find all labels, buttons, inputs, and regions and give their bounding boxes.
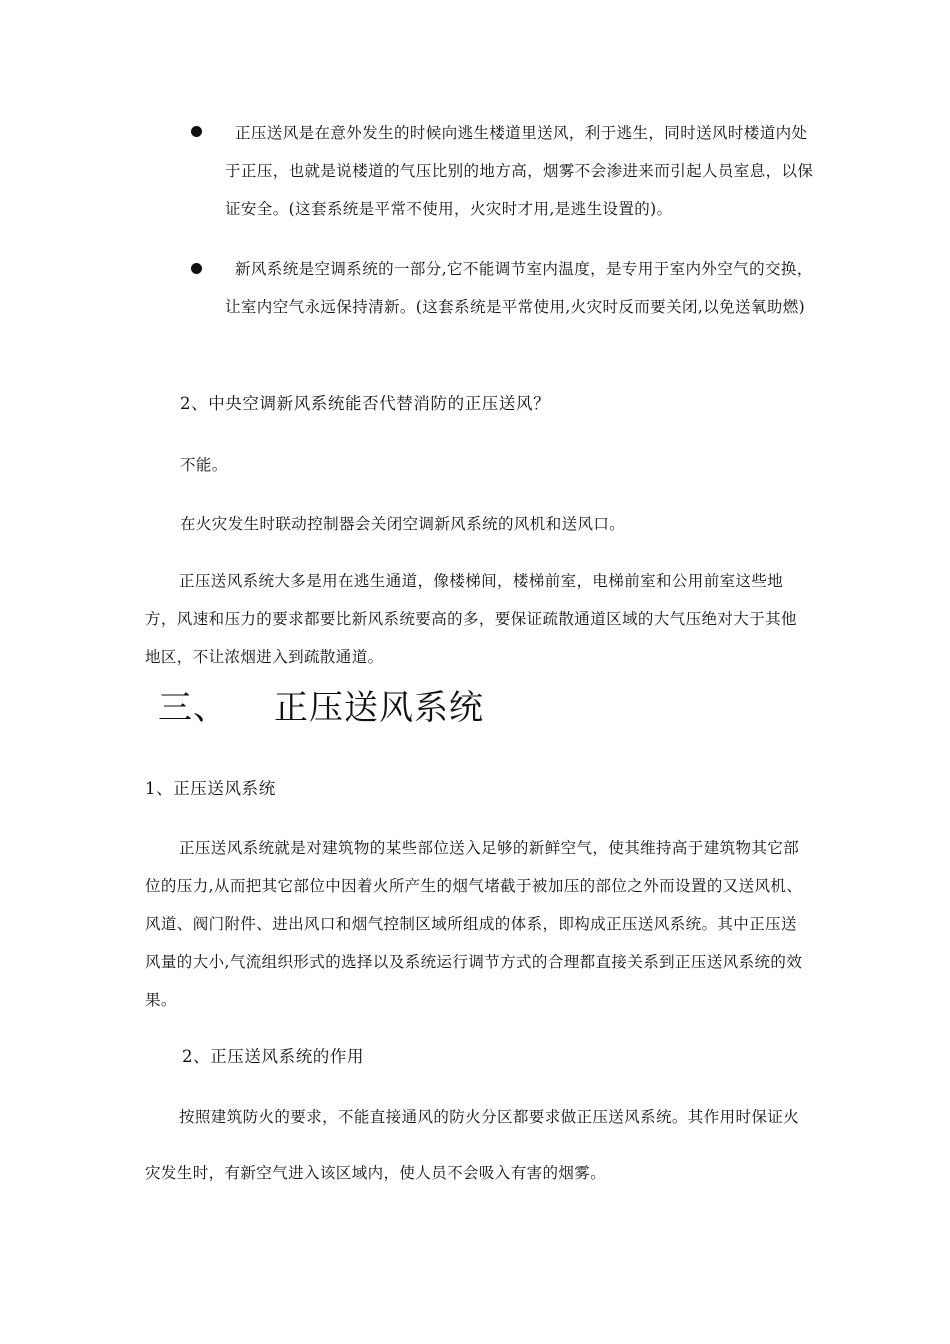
- answer-detail-1: 在火灾发生时联动控制器会关闭空调新风系统的风机和送风口。: [180, 515, 626, 533]
- bullet-dot-icon: [191, 126, 202, 137]
- bullet-text: 新风系统是空调系统的一部分,它不能调节室内温度，是专用于室内外空气的交换，让室内空气永远保持清新。(这套系统是平常使用,火灾时反而要关闭,以免送氧助燃): [225, 260, 813, 316]
- section-heading: [158, 680, 484, 729]
- question-heading: 2、中央空调新风系统能否代替消防的正压送风？: [180, 394, 551, 413]
- bullet-dot-icon: [191, 263, 202, 274]
- subsection-1-heading: 1、正压送风系统: [145, 779, 276, 798]
- section-number: 三、: [158, 688, 228, 728]
- subsection-2-heading: 2、正压送风系统的作用: [182, 1047, 365, 1066]
- subsection-1-body: 正压送风系统就是对建筑物的某些部位送入足够的新鲜空气，使其维持高于建筑物其它部位的压力,从而把其它部位中因着火所产生的烟气堵截于被加压的部位之外而设置的又送风机、风道、阀门附件、进出风口和烟气控制区域所组成的体系，即构成正压送风系统。其中正压送风量的大小,气流组织形式的选择以及系统运行调节方式的合理都直接关系到正压送风系统的效果。: [145, 839, 803, 1009]
- subsection-2-body: 按照建筑防火的要求，不能直接通风的防火分区都要求做正压送风系统。其作用时保证火灾发生时，有新空气进入该区域内，使人员不会吸入有害的烟雾。: [145, 1108, 800, 1182]
- bullet-text: 正压送风是在意外发生的时候向逃生楼道里送风，利于逃生，同时送风时楼道内处于正压，也就是说楼道的气压比别的地方高，烟雾不会渗进来而引起人员室息，以保证安全。(这套系统是平常不使用，火灾时才用,是逃生设置的)。: [225, 124, 814, 218]
- answer-short: 不能。: [180, 456, 228, 474]
- section-title: 正压送风系统: [274, 688, 484, 728]
- answer-detail-2: 正压送风系统大多是用在逃生通道，像楼梯间，楼梯前室，电梯前室和公用前室这些地方，风速和压力的要求都要比新风系统要高的多，要保证疏散通道区域的大气压绝对大于其他地区，不让浓烟进入到疏散通道。: [145, 572, 797, 666]
